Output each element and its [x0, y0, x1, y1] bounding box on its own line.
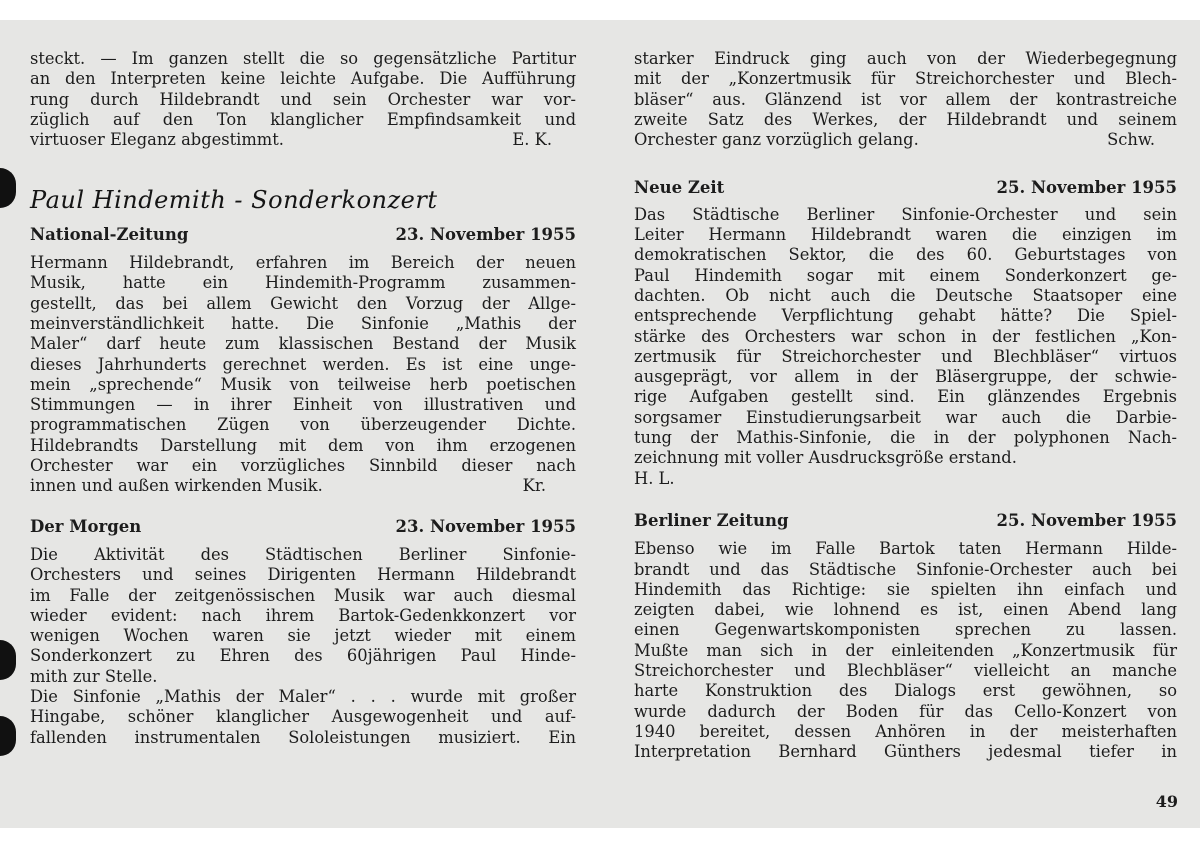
- text-line: Leiter Hermann Hildebrandt waren die einzigen im: [634, 225, 1177, 245]
- review-date: 23. November 1955: [395, 516, 576, 536]
- review-header: [30, 225, 576, 245]
- text-line: zeigten dabei, wie lohnend es ist, einen Abend lang: [634, 600, 1177, 620]
- text-line: Interpretation Bernhard Günthers jedesmal tiefer in: [634, 742, 1177, 762]
- text-line: Mußte man sich in der einleitenden „Konzertmusik für: [634, 640, 1177, 660]
- left-column: [30, 49, 576, 748]
- text-line: Streichorchester und Blechbläser“ vielleicht an manche: [634, 661, 1177, 681]
- text-line: rige Aufgaben gestellt sind. Ein glänzendes Ergebnis: [634, 387, 1177, 407]
- text-line: mit der „Konzertmusik für Streichorchester und Blech-: [634, 69, 1177, 89]
- review-header: [634, 511, 1177, 531]
- text-line: züglich auf den Ton klanglicher Empfindsamkeit und: [30, 109, 576, 129]
- text-line: Hermann Hildebrandt, erfahren im Bereich der neuen: [30, 253, 576, 273]
- text-line: Paul Hindemith sogar mit einem Sonderkonzert ge-: [634, 265, 1177, 285]
- section-title: Paul Hindemith - Sonderkonzert: [30, 186, 438, 215]
- review-source: Neue Zeit: [634, 178, 725, 198]
- text-line: Orchester war ein vorzügliches Sinnbild dieser nach: [30, 456, 576, 476]
- text-line: zeichnung mit voller Ausdrucksgröße erstand.: [634, 448, 1017, 468]
- text-line: an den Interpreten keine leichte Aufgabe. Die Aufführung: [30, 69, 576, 89]
- signature: Kr.: [522, 476, 546, 496]
- text-line: Hildebrandts Darstellung mit dem von ihm erzogenen: [30, 435, 576, 455]
- text-line: gestellt, das bei allem Gewicht den Vorzug der Allge-: [30, 293, 576, 313]
- text-line: brandt und das Städtische Sinfonie-Orchester auch bei: [634, 559, 1177, 579]
- page-number: 49: [1155, 792, 1178, 811]
- text-line: Orchesters und seines Dirigenten Hermann Hildebrandt: [30, 565, 576, 585]
- text-line: einen Gegenwartskomponisten sprechen zu lassen.: [634, 620, 1177, 640]
- text-line: demokratischen Sektor, die des 60. Geburtstages von: [634, 245, 1177, 265]
- text-line: tung der Mathis-Sinfonie, die in der polyphonen Nach-: [634, 428, 1177, 448]
- review-date: 25. November 1955: [996, 178, 1177, 198]
- text-line: ausgeprägt, vor allem in der Bläsergruppe, der schwie-: [634, 367, 1177, 387]
- text-line: steckt. — Im ganzen stellt die so gegensätzliche Partitur: [30, 49, 576, 68]
- review-date: 25. November 1955: [996, 510, 1177, 530]
- review-header: [30, 517, 576, 537]
- text-line: Maler“ darf heute zum klassischen Bestand der Musik: [30, 334, 576, 354]
- text-line: sorgsamer Einstudierungsarbeit war auch die Darbie-: [634, 407, 1177, 427]
- text-line: Ebenso wie im Falle Bartok taten Hermann Hilde-: [634, 539, 1177, 559]
- text-line: im Falle der zeitgenössischen Musik war auch diesmal: [30, 585, 576, 605]
- intro-paragraph-right: [634, 49, 1177, 150]
- text-line: Die Aktivität des Städtischen Berliner Sinfonie-: [30, 544, 576, 564]
- text-line: wurde dadurch der Boden für das Cello-Konzert von: [634, 701, 1177, 721]
- text-line: Hingabe, schöner klanglicher Ausgewogenheit und auf-: [30, 707, 576, 727]
- review-source: Berliner Zeitung: [634, 510, 789, 530]
- review-header: [634, 178, 1177, 198]
- text-line: zweite Satz des Werkes, der Hildebrandt und seinem: [634, 109, 1177, 129]
- text-line: entsprechende Verpflichtung gehabt hätte? Die Spiel-: [634, 306, 1177, 326]
- review-source: National-Zeitung: [30, 224, 189, 244]
- text-line: wieder evident: nach ihrem Bartok-Gedenkkonzert vor: [30, 605, 576, 625]
- text-line: Sonderkonzert zu Ehren des 60jährigen Paul Hinde-: [30, 646, 576, 666]
- text-line: Das Städtische Berliner Sinfonie-Orchester und sein: [634, 204, 1177, 224]
- text-line: dachten. Ob nicht auch die Deutsche Staatsoper eine: [634, 285, 1177, 305]
- text-line: Orchester ganz vorzüglich gelang.: [634, 130, 919, 150]
- text-line: virtuoser Eleganz abgestimmt.: [30, 130, 284, 150]
- review-text-der-morgen: [30, 545, 576, 748]
- text-line: starker Eindruck ging auch von der Wiederbegegnung: [634, 49, 1177, 68]
- text-line: meinverständlichkeit hatte. Die Sinfonie „Mathis der: [30, 313, 576, 333]
- text-line: 1940 bereitet, dessen Anhören in der meisterhaften: [634, 721, 1177, 741]
- review-text-berliner-zeitung: [634, 539, 1177, 762]
- signature: Schw.: [1107, 130, 1155, 150]
- signature: E. K.: [512, 130, 552, 150]
- text-line: Stimmungen — in ihrer Einheit von illustrativen und: [30, 395, 576, 415]
- review-source: Der Morgen: [30, 516, 142, 536]
- text-line: zertmusik für Streichorchester und Blechbläser“ virtuos: [634, 346, 1177, 366]
- signature: H. L.: [634, 468, 675, 488]
- text-line: stärke des Orchesters war schon in der festlichen „Kon-: [634, 326, 1177, 346]
- text-line: Musik, hatte ein Hindemith-Programm zusammen-: [30, 273, 576, 293]
- review-text-neue-zeit: [634, 205, 1177, 489]
- text-line: mein „sprechende“ Musik von teilweise herb poetischen: [30, 374, 576, 394]
- text-line: dieses Jahrhunderts gerechnet werden. Es ist eine unge-: [30, 354, 576, 374]
- intro-paragraph-left: [30, 49, 576, 150]
- text-line: Die Sinfonie „Mathis der Maler“ . . . wurde mit großer: [30, 687, 576, 707]
- text-line: fallenden instrumentalen Sololeistungen musiziert. Ein: [30, 727, 576, 747]
- text-line: rung durch Hildebrandt und sein Orchester war vor-: [30, 89, 576, 109]
- review-text-national-zeitung: [30, 253, 576, 497]
- text-line: programmatischen Zügen von überzeugender Dichte.: [30, 415, 576, 435]
- text-line: wenigen Wochen waren sie jetzt wieder mit einem: [30, 626, 576, 646]
- text-line: harte Konstruktion des Dialogs erst gewöhnen, so: [634, 681, 1177, 701]
- review-date: 23. November 1955: [395, 224, 576, 244]
- text-line: mith zur Stelle.: [30, 666, 158, 686]
- text-line: innen und außen wirkenden Musik.: [30, 476, 323, 496]
- text-line: bläser“ aus. Glänzend ist vor allem der kontrastreiche: [634, 89, 1177, 109]
- text-line: Hindemith das Richtige: sie spielten ihn einfach und: [634, 579, 1177, 599]
- right-column: [634, 49, 1177, 763]
